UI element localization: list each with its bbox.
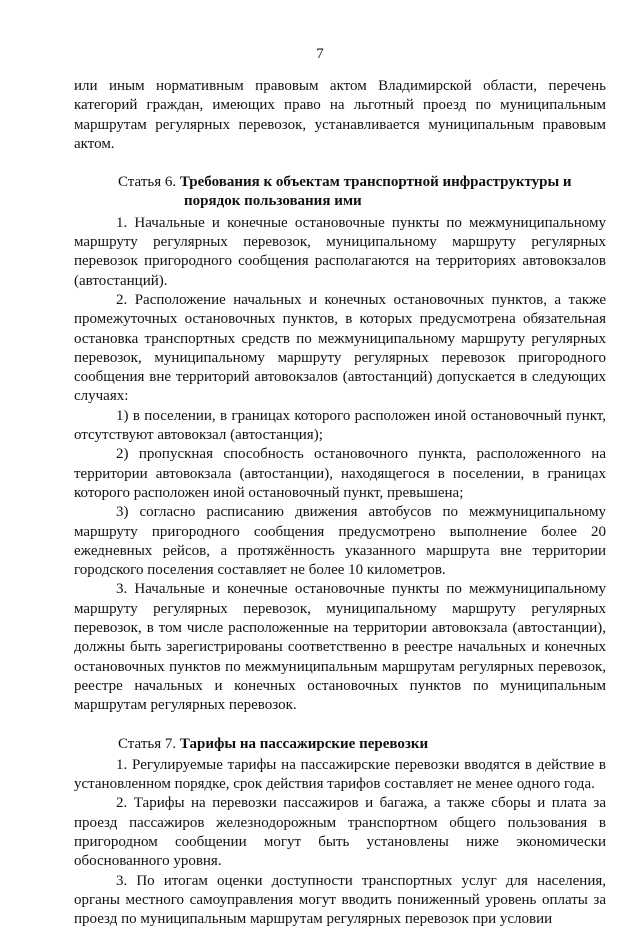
page-number: 7 xyxy=(316,46,324,62)
article-7-label: Статья 7. xyxy=(118,735,177,752)
intro-paragraph: или иным нормативным правовым актом Владимирской области, перечень категорий граждан, имеющих право на льготный проезд по муниципальным маршрутам регулярных перевозок, устанавливается муниципальным правовым актом. xyxy=(74,78,606,152)
article-7-heading xyxy=(74,735,606,754)
document-body xyxy=(74,77,606,929)
article-6-item-2: 2) пропускная способность остановочного пункта, расположенного на территории автовокзала (автостанции), находящегося в поселении, в границах которого расположен иной остановочный пункт, превышена; xyxy=(74,446,606,501)
article-6-paragraph-2: 2. Расположение начальных и конечных остановочных пунктов, а также промежуточных остановочных пунктов, в которых предусмотрена обязательная остановка транспортных средств по межмуниципальному маршруту регулярных перевозок, муниципальному маршруту регулярных перевозок пригородного сообщения вне территорий автовокзалов (автостанций) допускается в следующих случаях: xyxy=(74,291,606,405)
article-6-item-3: 3) согласно расписанию движения автобусов по межмуниципальному маршруту пригородного сообщения предусмотрено выполнение более 20 ежедневных рейсов, а протяжённость указанного маршрута вне территории городского поселения составляет не более 10 километров. xyxy=(74,504,606,579)
article-6-label: Статья 6. xyxy=(118,174,177,191)
article-6-paragraph-1: 1. Начальные и конечные остановочные пункты по межмуниципальному маршруту регулярных перевозок, муниципальному маршруту регулярных перевозок пригородного сообщения располагаются на территориях автовокзалов (автостанций). xyxy=(74,214,606,289)
article-7-paragraph-1: 1. Регулируемые тарифы на пассажирские перевозки вводятся в действие в установленном порядке, срок действия тарифов составляет не менее одного года. xyxy=(74,756,606,793)
article-6-paragraph-3: 3. Начальные и конечные остановочные пункты по межмуниципальному маршруту регулярных перевозок, муниципальному маршруту регулярных перевозок, в том числе расположенные на территории автовокзала (автостанции), должны быть зарегистрированы соответственно в реестре начальных и конечных остановочных пунктов по межмуниципальным маршрутам регулярных перевозок, реестре начальных и конечных остановочных пунктов по муниципальным маршрутам регулярных перевозок. xyxy=(74,581,606,714)
article-7-paragraph-3: 3. По итогам оценки доступности транспортных услуг для населения, органы местного самоуправления могут вводить пониженный уровень оплаты за проезд по муниципальным маршрутам регулярных перевозок при условии xyxy=(74,872,606,928)
article-7-title: Тарифы на пассажирские перевозки xyxy=(179,735,429,752)
article-6-heading xyxy=(74,173,606,212)
article-7-paragraph-2: 2. Тарифы на перевозки пассажиров и багажа, а также сборы и плата за проезд пассажиров железнодорожным транспортном общего пользования в пригородном сообщении могут быть установлены ниже экономически обоснованного уровня. xyxy=(74,795,606,870)
article-6-item-1: 1) в поселении, в границах которого расположен иной остановочный пункт, отсутствуют автовокзал (автостанция); xyxy=(74,407,606,444)
article-6-title: Требования к объектам транспортной инфраструктуры и порядок пользования ими xyxy=(179,174,572,210)
